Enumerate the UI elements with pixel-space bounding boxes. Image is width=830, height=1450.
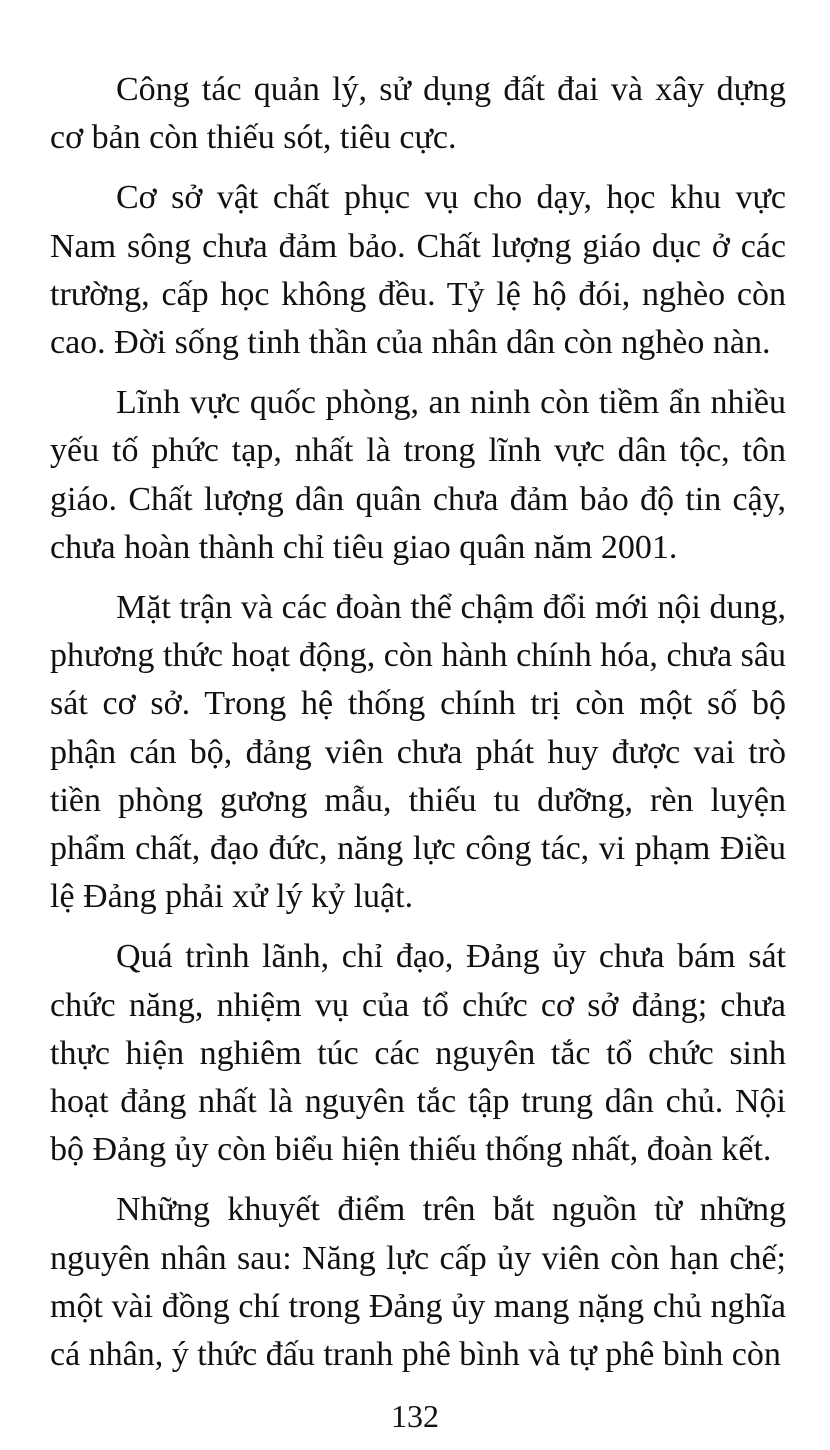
paragraph-front-organizations: Mặt trận và các đoàn thể chậm đổi mới nội dung, phương thức hoạt động, còn hành chính hóa, chưa sâu sát cơ sở. Trong hệ thống chính trị còn một số bộ phận cán bộ, đảng viên chưa phát huy được vai trò tiền phòng gương mẫu, thiếu tu dưỡng, rèn luyện phẩm chất, đạo đức, năng lực công tác, vi phạm Điều lệ Đảng phải xử lý kỷ luật. [50, 589, 786, 916]
page-body [50, 66, 786, 1391]
paragraph-defense-security: Lĩnh vực quốc phòng, an ninh còn tiềm ẩn nhiều yếu tố phức tạp, nhất là trong lĩnh vực dân tộc, tôn giáo. Chất lượng dân quân chưa đảm bảo độ tin cậy, chưa hoàn thành chỉ tiêu giao quân năm 2001. [50, 384, 786, 566]
page-number: 132 [391, 1398, 439, 1434]
paragraph-education-facilities: Cơ sở vật chất phục vụ cho dạy, học khu vực Nam sông chưa đảm bảo. Chất lượng giáo dục ở các trường, cấp học không đều. Tỷ lệ hộ đói, nghèo còn cao. Đời sống tinh thần của nhân dân còn nghèo nàn. [50, 179, 786, 362]
paragraph-land-management: Công tác quản lý, sử dụng đất đai và xây dựng cơ bản còn thiếu sót, tiêu cực. [50, 71, 786, 157]
paragraph-root-causes: Những khuyết điểm trên bắt nguồn từ những nguyên nhân sau: Năng lực cấp ủy viên còn hạn chế; một vài đồng chí trong Đảng ủy mang nặng chủ nghĩa cá nhân, ý thức đấu tranh phê bình và tự phê bình còn [50, 1191, 786, 1374]
paragraph-leadership-process: Quá trình lãnh, chỉ đạo, Đảng ủy chưa bám sát chức năng, nhiệm vụ của tổ chức cơ sở đảng; chưa thực hiện nghiêm túc các nguyên tắc tổ chức sinh hoạt đảng nhất là nguyên tắc tập trung dân chủ. Nội bộ Đảng ủy còn biểu hiện thiếu thống nhất, đoàn kết. [50, 938, 786, 1169]
